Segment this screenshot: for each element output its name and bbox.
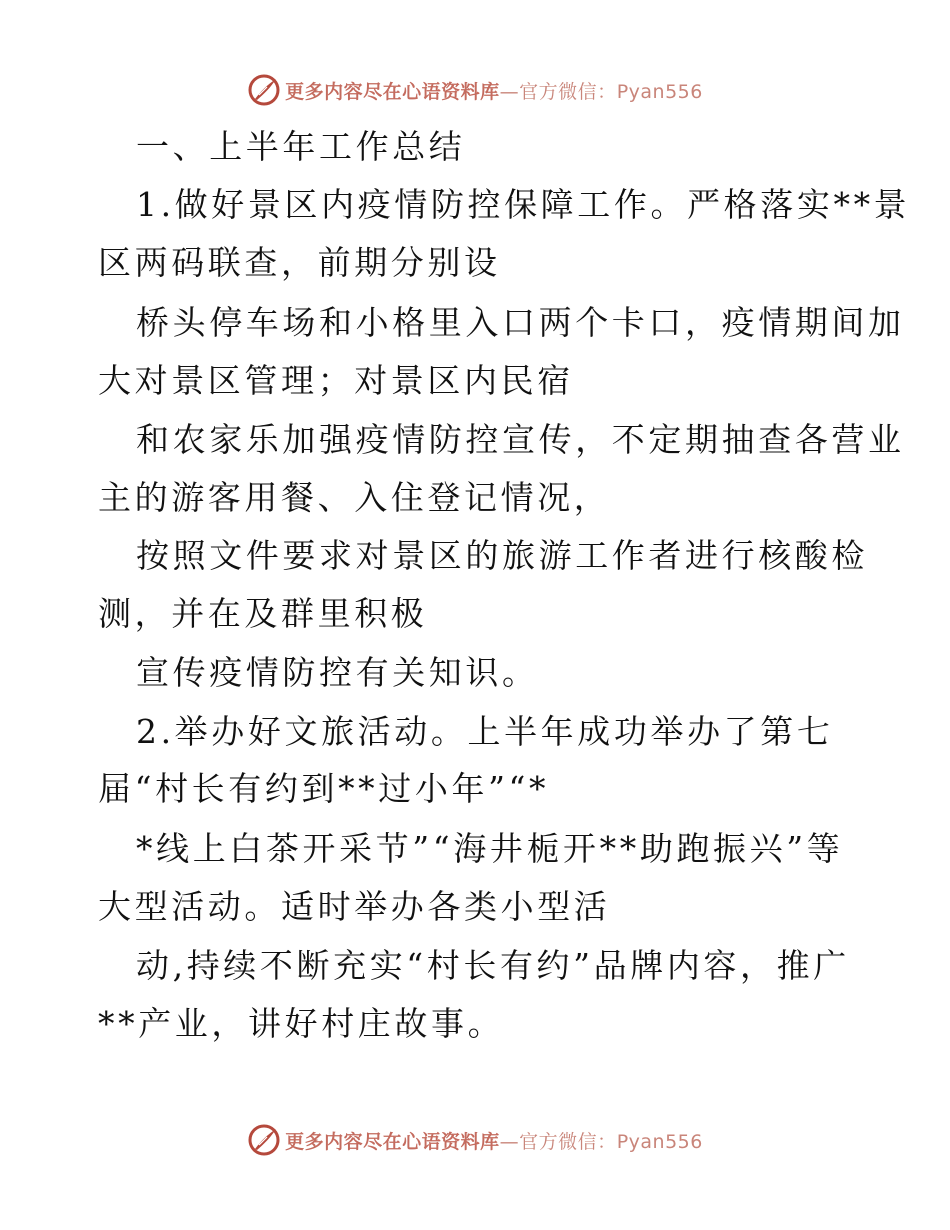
text-line: 宣传疫情防控有关知识。 bbox=[136, 653, 539, 692]
footer-watermark bbox=[0, 1120, 950, 1160]
text-line: 测，并在及群里积极 bbox=[98, 594, 428, 633]
text-line: 大型活动。适时举办各类小型活 bbox=[98, 887, 611, 926]
text-line: 区两码联查，前期分别设 bbox=[98, 243, 501, 282]
text-line: 主的游客用餐、入住登记情况， bbox=[98, 478, 611, 517]
text-line: 动,持续不断充实“村长有约”品牌内容，推广 bbox=[136, 946, 850, 985]
watermark-dash: — bbox=[499, 80, 520, 103]
text-line: 按照文件要求对景区的旅游工作者进行核酸检 bbox=[136, 536, 868, 575]
watermark-text bbox=[285, 1127, 703, 1154]
text-line: 和农家乐加强疫情防控宣传，不定期抽查各营业 bbox=[136, 420, 905, 459]
watermark-wechat-label: 官方微信： bbox=[519, 80, 617, 103]
feather-pen-logo-icon bbox=[247, 1123, 281, 1157]
text-line: **产业，讲好村庄故事。 bbox=[98, 1004, 505, 1043]
text-line: 2.举办好文旅活动。上半年成功举办了第七 bbox=[136, 712, 834, 751]
watermark-wechat-id: Pyan556 bbox=[616, 80, 703, 103]
text-line: 桥头停车场和小格里入口两个卡口，疫情期间加 bbox=[136, 303, 905, 342]
watermark-site-text: 更多内容尽在心语资料库 bbox=[285, 1130, 500, 1153]
watermark-text bbox=[285, 77, 703, 104]
watermark-wechat-label: 官方微信： bbox=[519, 1130, 617, 1153]
text-line: 1.做好景区内疫情防控保障工作。严格落实**景 bbox=[136, 185, 911, 224]
watermark-wechat-id: Pyan556 bbox=[616, 1130, 703, 1153]
section-heading: 一、上半年工作总结 bbox=[136, 127, 466, 166]
text-line: 大对景区管理；对景区内民宿 bbox=[98, 361, 574, 400]
watermark-dash: — bbox=[499, 1130, 520, 1153]
feather-pen-logo-icon bbox=[247, 73, 281, 107]
header-watermark bbox=[0, 70, 950, 110]
text-line: *线上白茶开采节”“海井栀开**助跑振兴”等 bbox=[136, 829, 844, 868]
watermark-site-text: 更多内容尽在心语资料库 bbox=[285, 80, 500, 103]
text-line: 届“村长有约到**过小年”“* bbox=[98, 769, 550, 808]
